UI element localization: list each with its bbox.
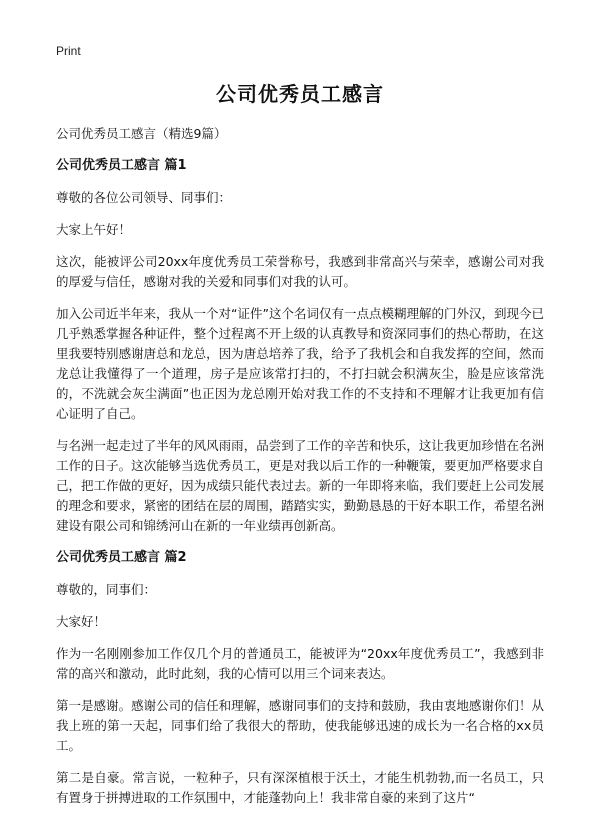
paragraph: 尊敬的各位公司领导、同事们：	[56, 190, 232, 205]
document-subtitle: 公司优秀员工感言（精选9篇）	[56, 126, 227, 141]
section-2	[56, 548, 544, 808]
paragraph: 第一是感谢。感谢公司的信任和理解，感谢同事们的支持和鼓励，我由衷地感谢你们！从我上班的第一天起，同事们给了我很大的帮助，使我能够迅速的成长为一名合格的xx员工。	[56, 698, 544, 753]
section-heading: 公司优秀员工感言 篇2	[56, 550, 187, 565]
paragraph: 加入公司近半年来，我从一个对“证件”这个名词仅有一点点模糊理解的门外汉，到现今已几乎熟悉掌握各种证件，整个过程离不开上级的认真教导和资深同事们的热心帮助，在这里我要特别感谢唐总和龙总，因为唐总培养了我，给予了我机会和自我发挥的空间，然而龙总让我懂得了一个道理，房子是应该常打扫的，不打扫就会积满灰尘，脸是应该常洗的，不洗就会灰尘满面”也正因为龙总刚开始对我工作的不支持和不理解才让我更加有信心证明了自己。	[56, 306, 544, 421]
page-title: 公司优秀员工感言	[216, 82, 384, 106]
paragraph: 这次，能被评公司20xx年度优秀员工荣誉称号，我感到非常高兴与荣幸，感谢公司对我的厚爱与信任，感谢对我的关爱和同事们对我的认可。	[56, 254, 544, 289]
print-link[interactable]: Print	[56, 44, 81, 58]
paragraph: 与名洲一起走过了半年的风风雨雨，品尝到了工作的辛苦和快乐，这让我更加珍惜在名洲工作的日子。这次能够当选优秀员工，更是对我以后工作的一种鞭策，要更加严格要求自己，把工作做的更好，因为成绩只能代表过去。新的一年即将来临，我们要赶上公司发展的理念和要求，紧密的团结在层的周围，踏踏实实，勤勤恳恳的干好本职工作，希望名洲建设有限公司和锦绣河山在新的一年业绩再创新高。	[56, 438, 544, 533]
paragraph: 大家上午好！	[56, 222, 132, 237]
paragraph: 尊敬的，同事们：	[56, 582, 157, 597]
paragraph: 第二是自豪。常言说，一粒种子，只有深深植根于沃土，才能生机勃勃,而一名员工，只有置身于拼搏进取的工作氛围中，才能蓬勃向上！我非常自豪的来到了这片“	[56, 770, 544, 805]
paragraph: 大家好！	[56, 614, 107, 629]
section-heading: 公司优秀员工感言 篇1	[56, 158, 187, 173]
paragraph: 作为一名刚刚参加工作仅几个月的普通员工，能被评为“20xx年度优秀员工”，我感到非常的高兴和激动，此时此刻，我的心情可以用三个词来表达。	[56, 646, 544, 681]
section-1	[56, 156, 544, 536]
